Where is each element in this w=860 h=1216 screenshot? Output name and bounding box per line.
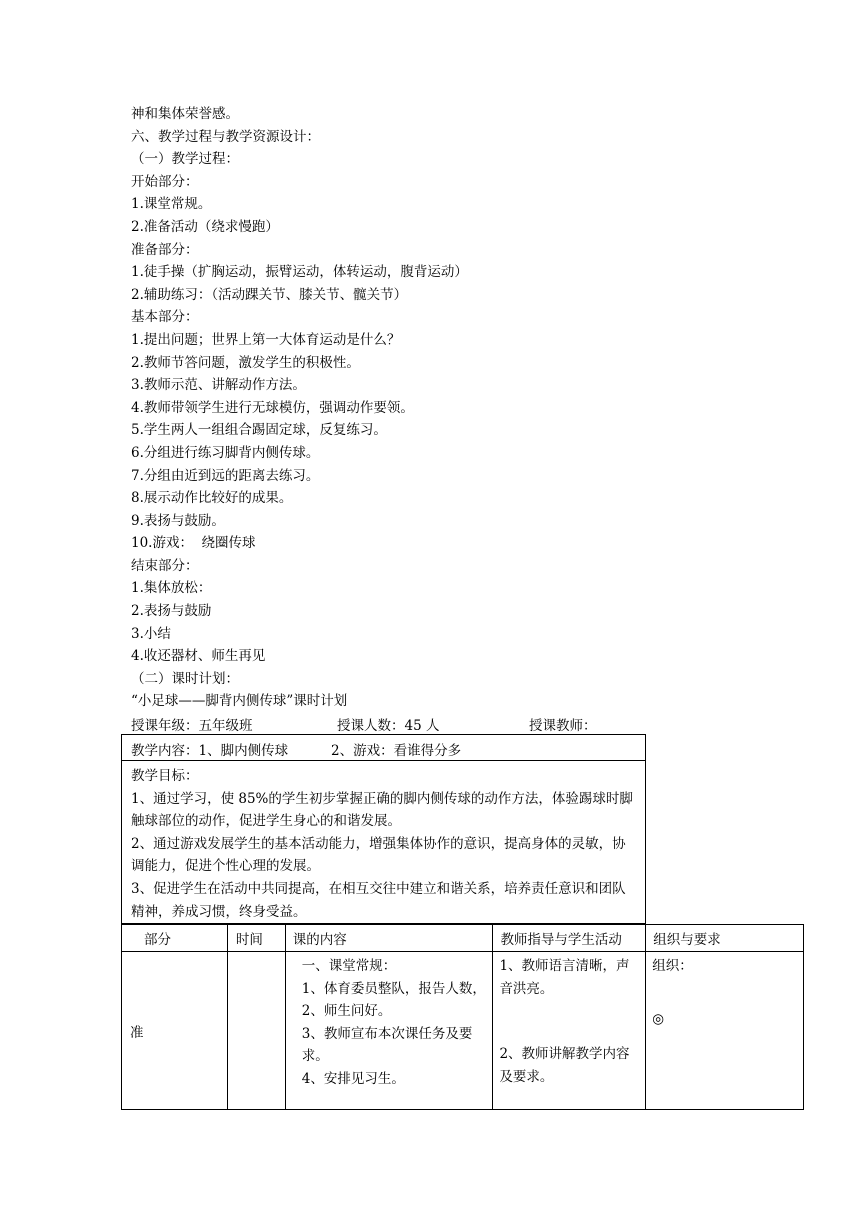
guidance-item: 2、教师讲解教学内容及要求。 xyxy=(499,1046,630,1085)
plan-title: “小足球——脚背内侧传球”课时计划 xyxy=(131,693,348,710)
teaching-content: 教学内容：1、脚内侧传球 2、游戏：看谁得分多 xyxy=(122,735,645,761)
text-line: 3.小结 xyxy=(131,625,171,642)
text-line: 1.提出问题；世界上第一大体育运动是什么？ xyxy=(131,331,401,348)
text-line: 9.表扬与鼓励。 xyxy=(131,512,225,529)
teacher-info: 授课教师： xyxy=(529,718,597,734)
text-line: 4.收还器材、师生再见 xyxy=(131,648,266,665)
teaching-goals xyxy=(122,761,645,923)
goals-label: 教学目标： xyxy=(131,768,199,784)
organization-label: 组织： xyxy=(652,958,693,974)
text-line: 2.准备活动（绕求慢跑） xyxy=(131,218,279,235)
student-count-info: 授课人数：45 人 xyxy=(337,718,440,734)
text-line: （一）教学过程： xyxy=(131,151,239,168)
header-organization: 组织与要求 xyxy=(646,925,804,952)
lesson-plan-table xyxy=(121,924,804,1110)
goal-item: 2、通过游戏发展学生的基本活动能力，增强集体协作的意识，提高身体的灵敏，协调能力，促进个性心理的发展。 xyxy=(131,835,626,875)
text-line: 2.教师节答问题，激发学生的积极性。 xyxy=(131,354,360,371)
text-line: 1.徒手操（扩胸运动，振臂运动，体转运动，腹背运动） xyxy=(131,264,468,281)
guidance-item: 1、教师语言清晰，声音洪亮。 xyxy=(499,958,630,997)
text-line: 8.展示动作比较好的成果。 xyxy=(131,490,293,507)
text-line: 开始部分： xyxy=(131,173,199,190)
text-line: 准备部分： xyxy=(131,241,199,258)
header-time: 时间 xyxy=(227,925,285,952)
lesson-overview-box xyxy=(121,734,646,924)
table-header-row xyxy=(122,925,804,952)
content-line: 3、教师宣布本次课任务及要求。 xyxy=(301,1025,473,1065)
text-line: 4.教师带领学生进行无球模仿，强调动作要领。 xyxy=(131,399,414,416)
text-line: 神和集体荣誉感。 xyxy=(131,106,239,122)
text-line: 1.课堂常规。 xyxy=(131,196,212,213)
table-row xyxy=(122,952,804,1110)
formation-symbol-icon: ◎ xyxy=(652,1010,664,1027)
content-line: 一、课堂常规： xyxy=(301,958,397,974)
header-content: 课的内容 xyxy=(285,925,493,952)
text-line: 结束部分： xyxy=(131,557,199,574)
text-line: 7.分组由近到远的距离去练习。 xyxy=(131,467,320,484)
organization-cell xyxy=(646,952,804,1110)
time-cell xyxy=(227,952,285,1110)
text-line: 10.游戏： 绕圈传球 xyxy=(131,535,256,552)
lesson-text xyxy=(131,103,468,713)
goal-item: 3、促进学生在活动中共同提高，在相互交往中建立和谐关系，培养责任意识和团队精神，养成习惯，终身受益。 xyxy=(131,880,626,920)
section-heading: 六、教学过程与教学资源设计： xyxy=(131,128,320,145)
text-line: 1.集体放松： xyxy=(131,580,212,597)
guidance-cell xyxy=(493,952,646,1110)
goal-item: 1、通过学习，使 85%的学生初步掌握正确的脚内侧传球的动作方法，体验踢球时脚触球部位的动作，促进学生身心的和谐发展。 xyxy=(131,790,633,830)
text-line: （二）课时计划： xyxy=(131,670,239,687)
text-line: 2.表扬与鼓励 xyxy=(131,603,212,620)
content-cell xyxy=(285,952,493,1110)
part-cell: 准 xyxy=(122,952,228,1110)
text-line: 基本部分： xyxy=(131,309,199,326)
header-guidance: 教师指导与学生活动 xyxy=(493,925,646,952)
text-line: 3.教师示范、讲解动作方法。 xyxy=(131,377,306,394)
text-line: 6.分组进行练习脚背内侧传球。 xyxy=(131,444,320,461)
content-line: 1、体育委员整队，报告人数， xyxy=(301,980,486,997)
text-line: 2.辅助练习：（活动踝关节、膝关节、髋关节） xyxy=(131,286,408,303)
content-line: 2、师生问好。 xyxy=(301,1003,392,1020)
header-part: 部分 xyxy=(122,925,228,952)
grade-info: 授课年级：五年级班 xyxy=(131,718,253,734)
text-line: 5.学生两人一组组合踢固定球，反复练习。 xyxy=(131,422,387,439)
content-line: 4、安排见习生。 xyxy=(301,1070,405,1087)
